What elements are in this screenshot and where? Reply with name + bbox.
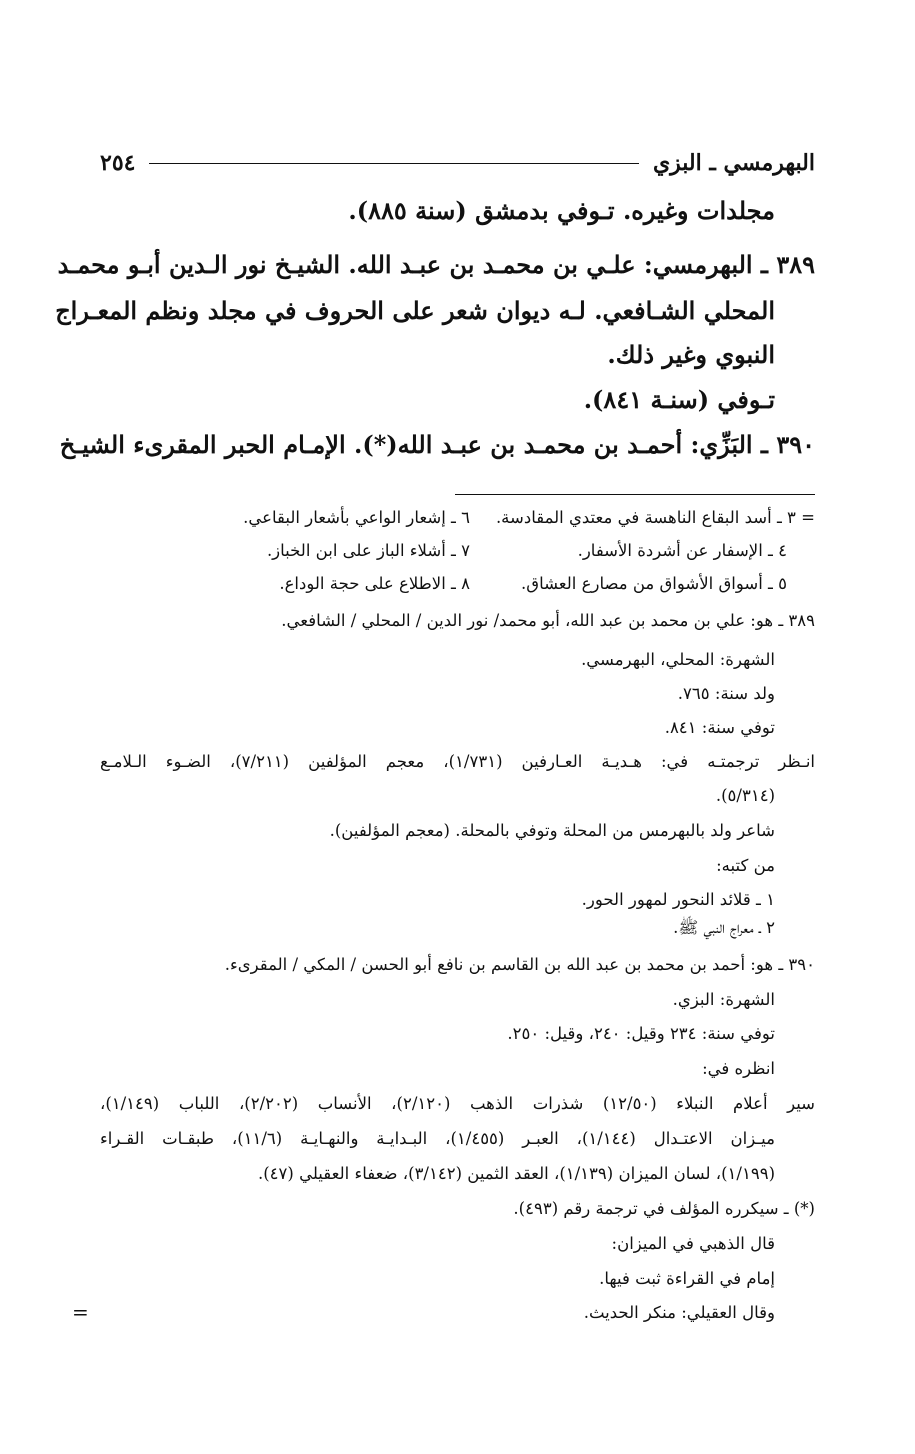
book-item: = ٣ ـ أسد البقاع الناهسة في معتدي المقادسة. xyxy=(495,508,815,527)
page-header xyxy=(100,143,815,183)
footnote-389-book-1: ١ ـ قلائد النحور لمهور الحور. xyxy=(581,890,775,909)
books-row-1 xyxy=(100,508,815,527)
footnote-390-refs-1: سير أعلام النبلاء (١٢/٥٠) شذرات الذهب (٢/١٢٠)، الأنساب (٢/٢٠٢)، اللباب (١/١٤٩)، xyxy=(100,1094,815,1113)
footnote-390-head: ٣٩٠ ـ هو: أحمد بن محمد بن عبد الله بن القاسم بن نافع أبو الحسن / المكي / المقرىء. xyxy=(224,955,815,974)
book-item: ٤ ـ الإسفار عن أشردة الأسفار. xyxy=(577,541,787,560)
footnote-star-note: (*) ـ سيكرره المؤلف في ترجمة رقم (٤٩٣). xyxy=(513,1199,815,1218)
running-title: البهرمسي ـ البزي xyxy=(652,150,815,176)
books-row-3 xyxy=(100,574,815,593)
footnote-389-note: شاعر ولد بالبهرمس من المحلة وتوفي بالمحلة. (معجم المؤلفين). xyxy=(329,821,775,840)
book-item: ٥ ـ أسواق الأشواق من مصارع العشاق. xyxy=(521,574,787,593)
book-item: ٨ ـ الاطلاع على حجة الوداع. xyxy=(279,574,470,593)
header-rule xyxy=(149,163,638,164)
books-row-2 xyxy=(100,541,815,560)
entry-389-line-3: النبوي وغير ذلك. xyxy=(607,340,775,369)
footnote-uqayli: وقال العقيلي: منكر الحديث. xyxy=(583,1303,775,1322)
footnote-390-refs-3: (١/١٩٩)، لسان الميزان (١/١٣٩)، العقد الثمين (٣/١٤٢)، ضعفاء العقيلي (٤٧). xyxy=(257,1164,775,1183)
footnote-389-refs-1: انـظر ترجمتـه في: هـديـة العـارفين (١/٧٣١)، معجم المؤلفين (٧/٢١١)، الضـوء الـلامـع xyxy=(100,752,815,771)
footnote-389-born: ولد سنة: ٧٦٥. xyxy=(677,684,775,703)
continuation-mark: = xyxy=(72,1300,89,1324)
book-item: ٦ ـ إشعار الواعي بأشعار البقاعي. xyxy=(243,508,470,527)
footnote-390-fame: الشهرة: البزي. xyxy=(672,990,775,1009)
entry-389-title: ٣٨٩ ـ البهرمسي: علـي بن محمـد بن عبـد الله. الشيـخ نور الـدين أبـو محمـد xyxy=(57,250,815,279)
footnote-389-refs-2: (٥/٣١٤). xyxy=(715,786,775,805)
footnote-390-died: توفي سنة: ٢٣٤ وقيل: ٢٤٠، وقيل: ٢٥٠. xyxy=(507,1024,775,1043)
page-number: ٢٥٤ xyxy=(100,150,136,176)
footnote-389-book-2: ٢ ـ معراج النبي ﷺ. xyxy=(673,918,775,937)
entry-390-title: ٣٩٠ ـ البَزِّي: أحمـد بن محمـد بن عبـد الله(*). الإمـام الحبر المقرىء الشيـخ xyxy=(59,430,815,459)
book-item: ٧ ـ أشلاء الباز على ابن الخباز. xyxy=(266,541,470,560)
footnote-389-died: توفي سنة: ٨٤١. xyxy=(664,718,775,737)
footnote-389-books-label: من كتبه: xyxy=(716,856,775,875)
footnote-389-fame: الشهرة: المحلي، البهرمسي. xyxy=(581,650,775,669)
footnote-dhahabi-label: قال الذهبي في الميزان: xyxy=(611,1234,775,1253)
footnote-389-head: ٣٨٩ ـ هو: علي بن محمد بن عبد الله، أبو محمد/ نور الدين / المحلي / الشافعي. xyxy=(281,611,815,630)
footnote-divider xyxy=(455,494,815,495)
main-line-1: مجلدات وغيره. تـوفي بدمشق (سنة ٨٨٥). xyxy=(348,196,775,225)
footnote-390-see: انظره في: xyxy=(702,1059,775,1078)
footnote-390-refs-2: ميـزان الاعتـدال (١/١٤٤)، العبـر (١/٤٥٥)، البـدايـة والنهـايـة (١١/٦)، طبقـات القـراء xyxy=(100,1129,775,1148)
entry-389-line-2: المحلي الشـافعي. لـه ديوان شعر على الحروف في مجلد ونظم المعـراج xyxy=(55,296,775,325)
entry-389-death: تـوفي (سنـة ٨٤١). xyxy=(583,385,775,414)
footnote-dhahabi-quote: إمام في القراءة ثبت فيها. xyxy=(599,1269,775,1288)
